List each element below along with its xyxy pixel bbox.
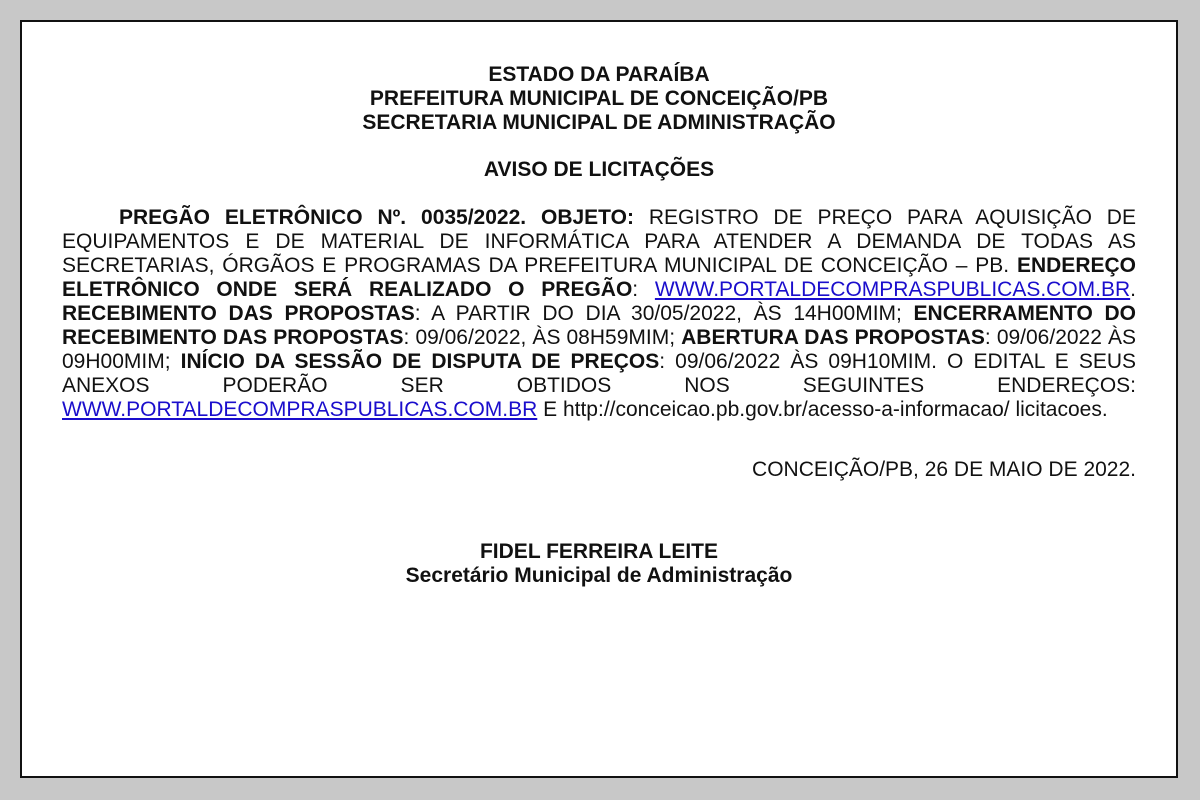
recebimento-label: RECEBIMENTO DAS PROPOSTAS [62, 302, 415, 325]
endereco-label: ENDEREÇO ELETRÔNICO ONDE SERÁ REALIZADO O PREGÃO [62, 254, 1136, 301]
header-block [62, 63, 1136, 135]
portal-link-1[interactable]: WWW.PORTALDECOMPRASPUBLICAS.COM.BR [654, 278, 1131, 301]
inicio-text: : 09/06/2022 ÀS 09H10MIM. O EDITAL E SEUS ANEXOS PODERÃO SER OBTIDOS NOS SEGUINTES ENDEREÇOS: [62, 350, 1137, 397]
inicio-label: INÍCIO DA SESSÃO DE DISPUTA DE PREÇOS [180, 350, 660, 373]
recebimento-text: : A PARTIR DO DIA 30/05/2022, ÀS 14H00MIM; [414, 302, 914, 325]
pregao-label: PREGÃO ELETRÔNICO Nº. 0035/2022. OBJETO: [119, 206, 634, 229]
notice-content [62, 63, 1136, 588]
notice-title: AVISO DE LICITAÇÕES [483, 158, 715, 181]
after-link-1: . [1130, 278, 1137, 301]
after-link-2: E http://conceicao.pb.gov.br/acesso-a-informacao/ licitacoes. [537, 398, 1108, 421]
notice-body [62, 206, 1136, 422]
header-secretariat: SECRETARIA MUNICIPAL DE ADMINISTRAÇÃO [362, 111, 836, 134]
header-prefecture: PREFEITURA MUNICIPAL DE CONCEIÇÃO/PB [369, 87, 829, 110]
signer-name: FIDEL FERREIRA LEITE [479, 540, 718, 563]
objeto-text: REGISTRO DE PREÇO PARA AQUISIÇÃO DE EQUIPAMENTOS E DE MATERIAL DE INFORMÁTICA PARA ATENDER A DEMANDA DE TODAS AS SECRETARIAS, ÓRGÃOS E PROGRAMAS DA PREFEITURA MUNICIPAL DE CONCEIÇÃO – PB. [62, 206, 1136, 277]
signature-block [62, 540, 1136, 588]
notice-document [20, 20, 1178, 778]
abertura-label: ABERTURA DAS PROPOSTAS [681, 326, 985, 349]
endereco-separator: : [632, 278, 655, 301]
abertura-text: : 09/06/2022 ÀS 09H00MIM; [62, 326, 1136, 373]
encerramento-label: ENCERRAMENTO DO RECEBIMENTO DAS PROPOSTAS [62, 302, 1136, 349]
portal-link-2[interactable]: WWW.PORTALDECOMPRASPUBLICAS.COM.BR [62, 398, 538, 421]
signer-role: Secretário Municipal de Administração [405, 564, 793, 587]
header-state: ESTADO DA PARAÍBA [488, 63, 710, 86]
encerramento-text: : 09/06/2022, ÀS 08H59MIM; [403, 326, 682, 349]
date-line: CONCEIÇÃO/PB, 26 DE MAIO DE 2022. [752, 458, 1136, 481]
